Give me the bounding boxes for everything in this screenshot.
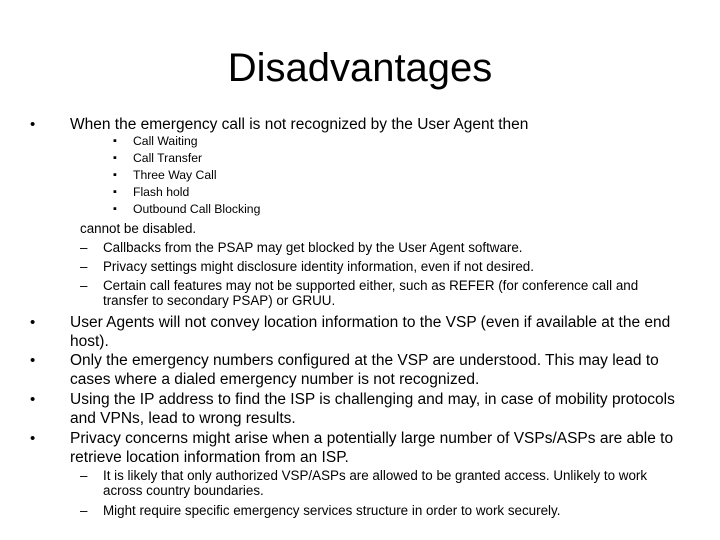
- sub-point: Privacy settings might disclosure identity information, even if not desired.: [103, 259, 534, 274]
- feature-item: Outbound Call Blocking: [133, 202, 261, 216]
- sub-point: Callbacks from the PSAP may get blocked by the User Agent software.: [103, 240, 523, 255]
- bullet-text: Privacy concerns might arise when a potentially large number of VSPs/ASPs are able to retrieve location information from an ISP.: [70, 430, 674, 466]
- slide-title: Disadvantages: [227, 46, 493, 90]
- sub-bullet-marker: ▪: [113, 135, 117, 147]
- bullet-marker: •: [30, 430, 36, 447]
- bullet-text: Using the IP address to find the ISP is challenging and may, in case of mobility protocols and VPNs, lead to wrong results.: [70, 391, 675, 427]
- dash-marker: –: [80, 259, 88, 274]
- dash-marker: –: [80, 468, 88, 483]
- bullet-marker: •: [30, 314, 36, 331]
- feature-item: Flash hold: [133, 185, 190, 199]
- bullet-text: User Agents will not convey location information to the VSP (even if available at the end host).: [70, 314, 671, 350]
- bullet-marker: •: [30, 116, 36, 133]
- sub-point: It is likely that only authorized VSP/ASPs are allowed to be granted access. Unlikely to work across country boundaries.: [103, 468, 648, 498]
- feature-item: Call Waiting: [133, 134, 198, 148]
- sub-point: Certain call features may not be supported either, such as REFER (for conference call and transfer to secondary PSAP) or GRUU.: [103, 278, 639, 308]
- dash-marker: –: [80, 503, 88, 518]
- sub-bullet-marker: ▪: [113, 203, 117, 215]
- dash-marker: –: [80, 278, 88, 293]
- bullet-text: Only the emergency numbers configured at the VSP are understood. This may lead to cases where a dialed emergency number is not recognized.: [70, 352, 659, 388]
- feature-item: Three Way Call: [133, 168, 217, 182]
- feature-item: Call Transfer: [133, 151, 203, 165]
- dash-marker: –: [80, 240, 88, 255]
- intro-text: When the emergency call is not recognized by the User Agent then: [70, 116, 529, 133]
- sub-bullet-marker: ▪: [113, 186, 117, 198]
- sub-point: Might require specific emergency services structure in order to work securely.: [103, 503, 561, 518]
- bullet-marker: •: [30, 352, 36, 369]
- sub-bullet-marker: ▪: [113, 169, 117, 181]
- cannot-disabled-text: cannot be disabled.: [80, 221, 197, 236]
- sub-bullet-marker: ▪: [113, 152, 117, 164]
- bullet-marker: •: [30, 391, 36, 408]
